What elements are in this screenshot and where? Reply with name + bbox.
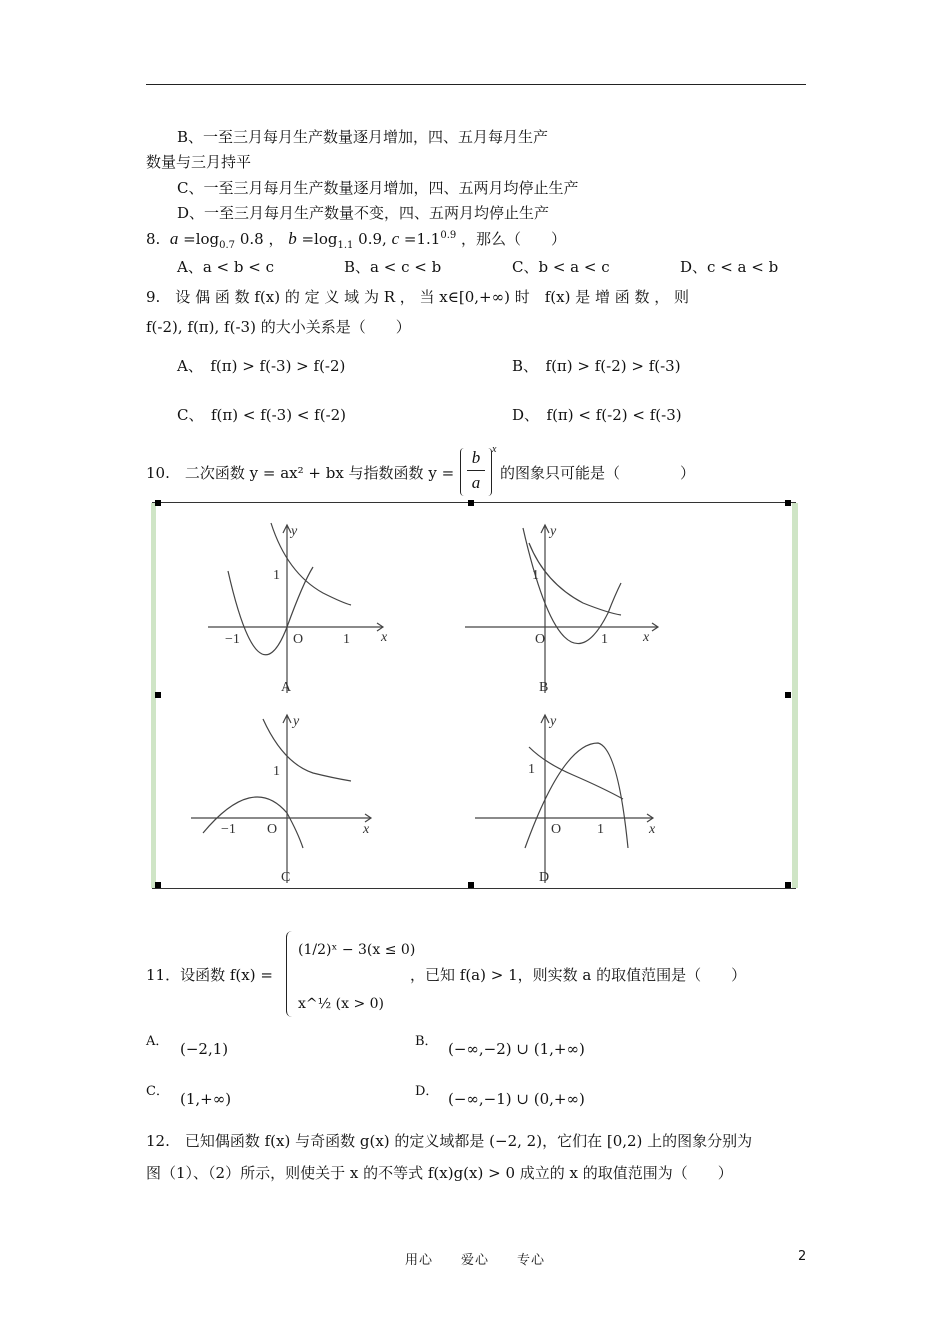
q11-stem-post: ，已知 f(a) > 1，则实数 a 的取值范围是（ ） [410,966,747,984]
q10-stem-post: 的图象只可能是（ ） [500,464,696,482]
resize-handle [468,882,474,888]
q8-option-d: D、c < a < b [680,258,779,276]
svg-text:−1: −1 [225,632,240,647]
svg-text:1: 1 [273,568,280,583]
q9-option-b: B、 f(π) > f(-2) > f(-3) [512,357,681,375]
svg-text:1: 1 [597,822,604,837]
svg-text:1: 1 [532,568,539,583]
q11-case1: (1/2)ˣ − 3(x ≤ 0) [298,942,416,958]
q8-stem: 8. $a =\log_{0.7}$ 0.8 ， $b =\log_{1.1}$ 0.9, $c =1.1^{0.9}$ ，那么（ ） [146,229,567,251]
q11-brace [286,931,297,1017]
svg-text:O: O [551,822,562,837]
panel-label-a: A [281,680,292,695]
q10-exponent: x [492,444,497,455]
resize-handle [785,500,791,506]
q11-stem-pre: 11．设函数 f(x) = [146,966,273,984]
svg-text:x: x [649,822,656,837]
q11-option-d: (−∞,−1) ∪ (0,+∞) [448,1090,585,1108]
page-number: 2 [798,1249,807,1264]
q7-option-d: D、一至三月每月生产数量不变，四、五两月均停止生产 [177,204,550,222]
svg-text:1: 1 [343,632,350,647]
resize-handle [155,882,161,888]
q11-option-b-label: B． [415,1034,438,1049]
q8-option-c: C、b < a < c [512,258,610,276]
svg-text:y: y [291,524,298,539]
resize-handle [468,500,474,506]
svg-text:x: x [363,822,370,837]
q11-option-c-label: C． [146,1084,169,1099]
svg-text:x: x [381,630,388,645]
q12-stem-line2: 图（1）、（2）所示，则使关于 x 的不等式 f(x)g(x) > 0 成立的 x 的取值范围为（ ） [146,1164,733,1182]
q11-option-a-label: A． [146,1034,169,1049]
svg-text:O: O [293,632,304,647]
svg-text:y: y [550,714,557,729]
q10-stem-pre: 10. 二次函数 y = ax² + bx 与指数函数 y = [146,464,455,482]
q9-stem-line1: 9. 设 偶 函 数 f(x) 的 定 义 域 为 R ， 当 x∈[0,+∞) 时 f(x) 是 增 函 数 ， 则 [146,288,690,306]
q7-option-b-line1: B、一至三月每月生产数量逐月增加，四、五月每月生产 [177,128,549,146]
header-rule [146,84,806,85]
svg-text:x: x [643,630,650,645]
q12-stem-line1: 12. 已知偶函数 f(x) 与奇函数 g(x) 的定义域都是 (−2, 2)，它们在 [0,2) 上的图象分别为 [146,1132,753,1150]
q11-option-a: (−2,1) [180,1040,229,1058]
q11-case2: x^½ (x > 0) [298,996,385,1012]
resize-handle [785,882,791,888]
q9-option-c: C、 f(π) < f(-3) < f(-2) [177,406,347,424]
page-footer: 用心 爱心 专心 [404,1253,545,1268]
q10-figure [152,502,796,889]
q7-option-b-line2: 数量与三月持平 [146,153,252,171]
q8-option-b: B、a < c < b [344,258,442,276]
q11-option-b: (−∞,−2) ∪ (1,+∞) [448,1040,585,1058]
q10-graphs [153,503,795,888]
svg-text:y: y [550,524,557,539]
panel-label-d: D [539,870,550,885]
q10-fraction: b a [460,448,492,496]
q9-stem-line2: f(-2), f(π), f(-3) 的大小关系是（ ） [146,318,411,336]
svg-text:y: y [293,714,300,729]
panel-label-c: C [281,870,291,885]
resize-handle [155,500,161,506]
q7-option-c: C、一至三月每月生产数量逐月增加，四、五两月均停止生产 [177,179,579,197]
svg-text:1: 1 [601,632,608,647]
panel-label-b: B [539,680,549,695]
svg-text:−1: −1 [221,822,236,837]
q11-option-d-label: D． [415,1084,439,1099]
q8-option-a: A、a < b < c [177,258,274,276]
resize-handle [785,692,791,698]
q9-option-a: A、 f(π) > f(-3) > f(-2) [177,357,346,375]
svg-text:O: O [267,822,278,837]
q11-option-c: (1,+∞) [180,1090,232,1108]
figure-right-bar [792,503,798,888]
svg-text:1: 1 [273,764,280,779]
resize-handle [155,692,161,698]
q9-option-d: D、 f(π) < f(-2) < f(-3) [512,406,682,424]
svg-text:O: O [535,632,546,647]
svg-text:1: 1 [528,762,535,777]
